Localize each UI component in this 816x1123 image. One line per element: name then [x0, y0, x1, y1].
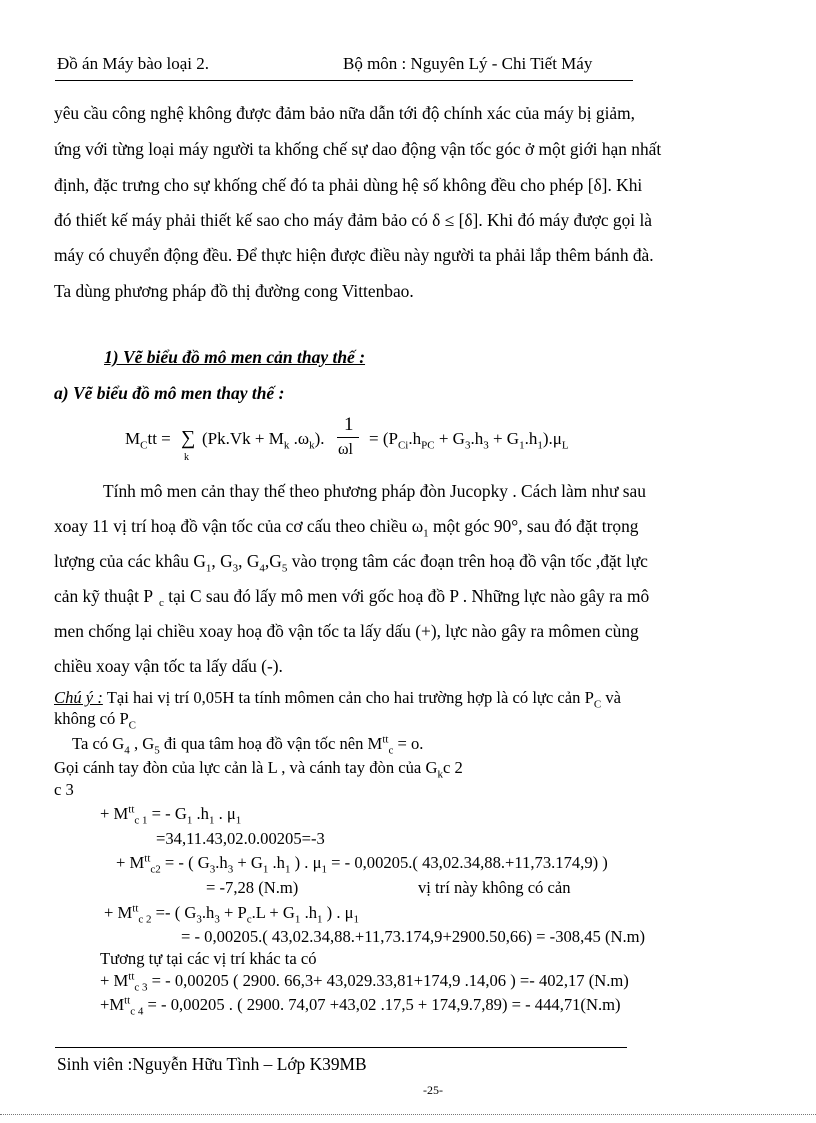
- body-line: xoay 11 vị trí hoạ đồ vận tốc của cơ cấu theo chiều $\omega_1$ một góc 90°, sau đó đặt trọng: [54, 516, 639, 540]
- result-line: = -7,28 (N.m): [206, 878, 299, 897]
- formula-rhs: = $(P_{Ci}.h_{PC} + G_3.h_3 + G_1.h_1).\mu_L$: [369, 429, 569, 452]
- calc-line: Tương tự tại các vị trí khác ta có: [100, 949, 317, 968]
- page-number: -25-: [423, 1083, 443, 1097]
- calc-line: Gọi cánh tay đòn của lực cản là L , và cánh tay đòn của $G_kc$ 2: [54, 758, 463, 781]
- intro-line: yêu cầu công nghệ không được đảm bảo nữa dẫn tới độ chính xác của máy bị giảm,: [54, 103, 636, 123]
- equation-mc2-with-force: + $M^{tt}_{c 2}$ =- ( $G_3.h_3 + P_c.L + G_1$ $.h_1$ ) . $\mu_1$: [104, 902, 360, 926]
- calc-line: c 3: [54, 780, 74, 799]
- equation-mc4: $+M^{tt}_{c 4}$ = - 0,00205 . ( 2900. 74,07 +43,02 .17,5 + 174,9.7,89) = - 444,71(N.m): [100, 994, 621, 1018]
- equation-mc2: + $M^{tt}_{c2}$ = - ( $G_3.h_3 + G_1$ $.h_1$ ) . $\mu_1$ = - 0,00205.( 43,02.34,88.+11,73.174,9) ): [116, 852, 608, 876]
- formula-body: ($Pk.Vk + M_k$ $.\omega_k$).: [202, 429, 325, 452]
- page-edge-dots: [0, 1114, 816, 1115]
- header-rule: [55, 80, 633, 81]
- fraction-bar: [337, 437, 359, 438]
- body-line: chiều xoay vận tốc ta lấy dấu (-).: [54, 656, 283, 676]
- sum-symbol: ∑: [181, 427, 196, 449]
- intro-line: đó thiết kế máy phải thiết kế sao cho máy đảm bảo có δ ≤ [δ]. Khi đó máy được gọi là: [54, 210, 653, 230]
- body-line: cản kỹ thuật P $_c$ tại C sau đó lấy mô men với gốc hoạ đồ P . Những lực nào gây ra mô: [54, 586, 650, 610]
- body-line: lượng của các khâu $G_1$, $G_3$, $G_4,G_5$ vào trọng tâm các đoạn trên hoạ đồ vận tốc ,đặt lực: [54, 551, 648, 575]
- formula-lhs: $M_Ctt$ =: [125, 429, 171, 452]
- fraction-numerator: 1: [344, 414, 354, 435]
- header-left: Đồ án Máy bào loại 2.: [57, 54, 210, 73]
- section-heading: [104, 347, 365, 368]
- intro-line: Ta dùng phương pháp đồ thị đường cong Vittenbao.: [54, 281, 414, 301]
- note-label: Chú ý :: [54, 688, 103, 707]
- section-heading-text: 1) Vẽ biểu đồ mô men cản thay thế :: [104, 347, 366, 367]
- intro-line: ứng với từng loại máy người ta khống chế sự dao động vận tốc góc ở một giới hạn nhất: [54, 139, 662, 159]
- fraction-denominator: ωl: [338, 441, 353, 458]
- equation-mc1: + $M^{tt}_{c 1}$ = - $G_1$ $.h_1$ . $\mu_1$: [100, 803, 242, 827]
- header-right: Bộ môn : Nguyên Lý - Chi Tiết Máy: [343, 54, 593, 73]
- body-line: men chống lại chiều xoay hoạ đồ vận tốc ta lấy dấu (+), lực nào gây ra mômen cùng: [54, 621, 639, 641]
- intro-line: định, đặc trưng cho sự khống chế đó ta phải dùng hệ số không đều cho phép [δ]. Khi: [54, 175, 643, 195]
- result-line: =34,11.43,02.0.00205=-3: [156, 829, 325, 848]
- note-line: Chú ý : Tại hai vị trí 0,05H ta tính mômen cản cho hai trường hợp là có lực cản $P_C$ và: [54, 688, 621, 711]
- sum-index: k: [184, 452, 189, 463]
- note-line: không có $P_C$: [54, 709, 137, 732]
- equation-mc3: + $M^{tt}_{c 3}$ = - 0,00205 ( 2900. 66,3+ 43,029.33,81+174,9 .14,06 ) =- 402,17 (N.m): [100, 970, 629, 994]
- footer-student: Sinh viên :Nguyễn Hữu Tình – Lớp K39MB: [57, 1054, 367, 1074]
- result-line: = - 0,00205.( 43,02.34,88.+11,73.174,9+2900.50,66) = -308,45 (N.m): [181, 927, 646, 946]
- calc-line: Ta có $G_4$ , $G_5$ đi qua tâm hoạ đồ vận tốc nên $M^{tt}_c = o$.: [72, 733, 424, 757]
- note-no-resistance: vị trí này không có cản: [418, 878, 571, 897]
- footer-rule: [55, 1047, 627, 1048]
- body-line: Tính mô men cản thay thế theo phương pháp đòn Jucopky . Cách làm như sau: [103, 481, 646, 501]
- intro-line: máy có chuyển động đều. Để thực hiện được điều này người ta phải lắp thêm bánh đà.: [54, 245, 654, 265]
- subsection-heading: a) Vẽ biểu đồ mô men thay thế :: [54, 383, 285, 403]
